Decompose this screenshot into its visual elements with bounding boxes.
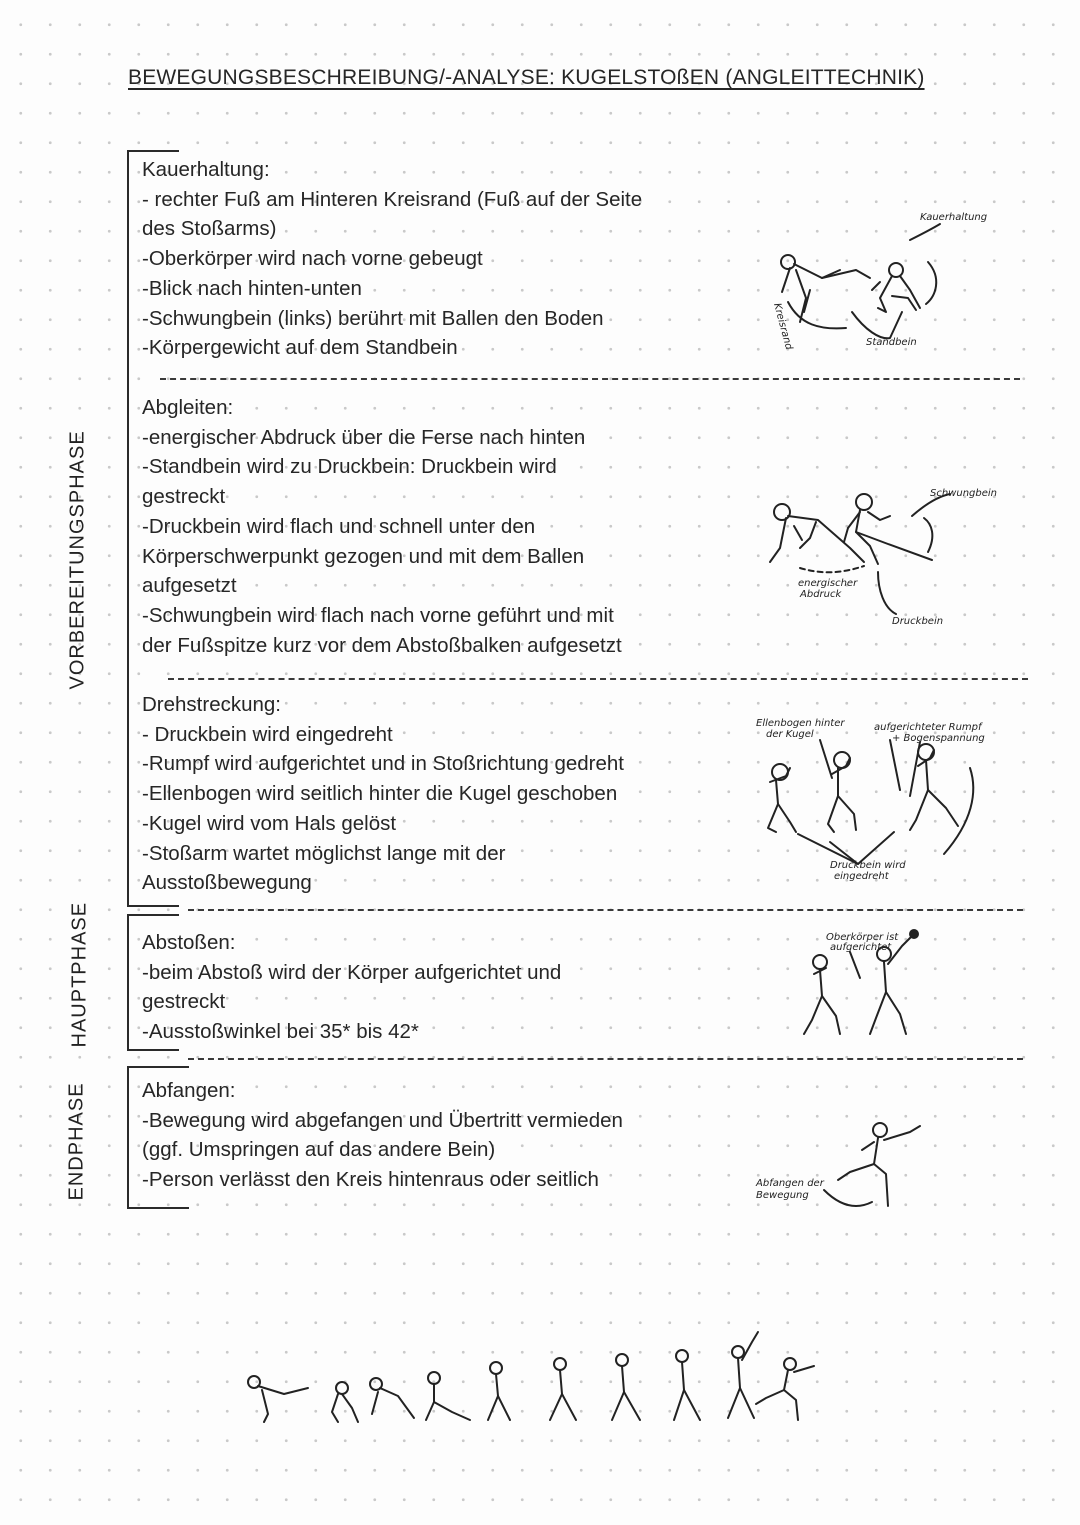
section-drehstreckung [142, 690, 624, 898]
sequence-frame-4 [426, 1372, 470, 1420]
text-line: - Druckbein wird eingedreht [142, 722, 393, 746]
text-line: -Person verlässt den Kreis hintenraus oder seitlich [142, 1168, 599, 1192]
sequence-frame-2 [332, 1382, 358, 1422]
annotation-energischer: energischer [798, 578, 858, 589]
sequence-frame-5 [488, 1362, 510, 1420]
text-line: gestreckt [142, 485, 226, 509]
annotation-druckbein: Druckbein [892, 616, 944, 627]
figure-abstossen [790, 922, 950, 1044]
section-divider [188, 909, 1023, 911]
bracket-tick [127, 905, 179, 907]
phase-label-vorbereitung: VORBEREITUNGSPHASE [66, 430, 89, 690]
text-line: gestreckt [142, 990, 226, 1014]
sequence-frame-1 [248, 1376, 308, 1422]
bracket-tick [127, 914, 179, 916]
figure-abgleiten [760, 478, 1010, 638]
text-line: -energischer Abdruck über die Ferse nach hinten [142, 425, 586, 449]
section-abstossen [142, 928, 561, 1047]
text-line: -Stoßarm wartet möglichst lange mit der [142, 841, 506, 865]
text-line: Ausstoßbewegung [142, 871, 312, 895]
annotation-bewegung: Bewegung [756, 1190, 809, 1201]
section-abgleiten [142, 393, 622, 660]
figure-drehstreckung [750, 712, 1000, 884]
annotation-abfangen-der: Abfangen der [756, 1178, 824, 1189]
section-abfangen [142, 1076, 623, 1195]
annotation-bogenspannung: + Bogenspannung [892, 733, 985, 744]
text-line: -Kugel wird vom Hals gelöst [142, 811, 397, 835]
text-line: Körperschwerpunkt gezogen und mit dem Ballen [142, 544, 585, 568]
sequence-frame-8 [674, 1350, 700, 1420]
annotation-abdruck: Abdruck [800, 589, 842, 600]
section-divider [188, 1058, 1023, 1060]
figure-abfangen [750, 1110, 940, 1220]
annotation-aufgerichtet: aufgerichtet [830, 942, 892, 953]
sequence-frame-9 [728, 1332, 758, 1418]
bracket-vorbereitungsphase [127, 150, 129, 906]
section-divider [160, 378, 1020, 380]
text-line: - rechter Fuß am Hinteren Kreisrand (Fuß auf der Seite [142, 187, 643, 211]
annotation-oberkoerper: Oberkörper ist [826, 932, 899, 943]
bracket-tick [127, 1049, 179, 1051]
section-heading: Kauerhaltung: [142, 158, 270, 181]
text-line: -Standbein wird zu Druckbein: Druckbein wird [142, 455, 557, 479]
text-line: -Oberkörper wird nach vorne gebeugt [142, 247, 483, 271]
bracket-tick [127, 150, 179, 152]
phase-label-haupt: HAUPTPHASE [68, 901, 91, 1048]
annotation-ellenbogen: Ellenbogen hinter [756, 718, 845, 729]
annotation-der-kugel: der Kugel [766, 729, 814, 740]
annotation-eingedreht: eingedreht [834, 871, 889, 882]
section-heading: Drehstreckung: [142, 693, 282, 716]
annotation-aufgerichteter-rumpf: aufgerichteter Rumpf [874, 722, 982, 733]
sequence-frame-3 [370, 1378, 414, 1418]
text-line: -Ausstoßwinkel bei 35* bis 42* [142, 1020, 419, 1044]
annotation-standbein: Standbein [866, 337, 917, 348]
text-line: -Schwungbein wird flach nach vorne geführt und mit [142, 603, 614, 627]
annotation-kreisrand: Kreisrand [771, 301, 795, 351]
section-heading: Abfangen: [142, 1079, 236, 1102]
text-line: aufgesetzt [142, 574, 237, 598]
phase-label-end: ENDPHASE [65, 1082, 88, 1201]
annotation-schwungbein: Schwungbein [930, 488, 998, 499]
section-kauerhaltung [142, 155, 642, 363]
bracket-tick [127, 1207, 189, 1209]
annotation-druckbein-wird: Druckbein wird [830, 860, 906, 871]
bracket-hauptphase [127, 914, 129, 1049]
sequence-frame-6 [550, 1358, 576, 1420]
text-line: -Blick nach hinten-unten [142, 276, 362, 300]
text-line: -Schwungbein (links) berührt mit Ballen den Boden [142, 306, 604, 330]
text-line: -Rumpf wird aufgerichtet und in Stoßrichtung gedreht [142, 752, 625, 776]
bracket-tick [127, 1066, 189, 1068]
text-line: -Körpergewicht auf dem Standbein [142, 336, 458, 360]
bracket-endphase [127, 1066, 129, 1208]
text-line: (ggf. Umspringen auf das andere Bein) [142, 1138, 496, 1162]
page-title: BEWEGUNGSBESCHREIBUNG/-ANALYSE: KUGELSTOßEN (ANGLEITTECHNIK) [128, 66, 925, 89]
sequence-frame-7 [612, 1354, 640, 1420]
text-line: -beim Abstoß wird der Körper aufgerichtet und [142, 960, 562, 984]
figure-kauerhaltung [760, 200, 1000, 355]
text-line: des Stoßarms) [142, 217, 277, 241]
text-line: der Fußspitze kurz vor dem Abstoßbalken aufgesetzt [142, 633, 622, 657]
section-heading: Abgleiten: [142, 396, 234, 419]
section-heading: Abstoßen: [142, 931, 236, 954]
text-line: -Druckbein wird flach und schnell unter den [142, 514, 536, 538]
sequence-frame-10 [756, 1358, 814, 1420]
text-line: -Bewegung wird abgefangen und Übertritt vermieden [142, 1108, 623, 1132]
sequence-strip-illustration [238, 1322, 828, 1432]
section-divider [168, 678, 1028, 680]
text-line: -Ellenbogen wird seitlich hinter die Kugel geschoben [142, 782, 618, 806]
annotation-kauerhaltung: Kauerhaltung [920, 212, 988, 223]
